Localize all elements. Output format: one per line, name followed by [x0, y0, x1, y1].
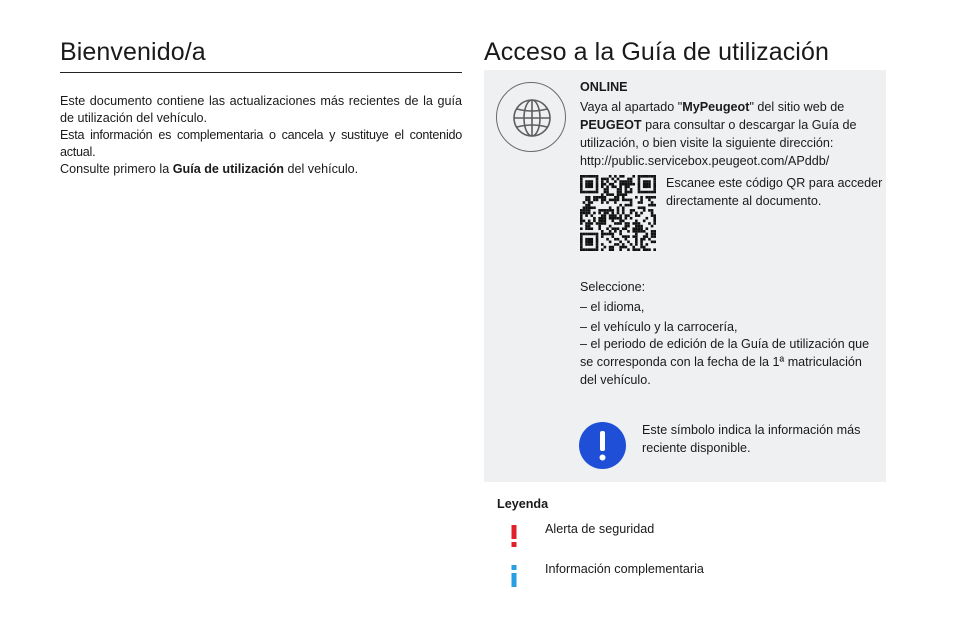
select-item-period: – el periodo de edición de la Guía de utilización que se corresponda con la fecha de la 1ª matriculación del vehículo. [580, 337, 870, 387]
welcome-paragraph-3: Consulte primero la Guía de utilización del vehículo. [60, 162, 359, 176]
qr-code[interactable] [580, 175, 656, 251]
guide-name-emphasis: Guía de utilización [172, 162, 284, 176]
welcome-paragraph-1: Este documento contiene las actualizaciones más recientes de la guía de utilización del vehículo. [60, 94, 462, 125]
qr-instructions: Escanee este código QR para acceder directamente al documento. [666, 176, 883, 208]
right-section-title: Acceso a la Guía de utilización [484, 38, 829, 66]
latest-info-text: Este símbolo indica la información más reciente disponible. [642, 423, 861, 455]
left-section-title: Bienvenido/a [60, 38, 206, 66]
select-label: Seleccione: [580, 280, 646, 294]
latest-info-icon [579, 422, 626, 469]
exclamation-icon [509, 525, 519, 547]
legend-safety-alert: Alerta de seguridad [545, 522, 655, 536]
select-item-vehicle: – el vehículo y la carrocería, [580, 320, 738, 334]
welcome-paragraph-2: Esta información es complementaria o cancela y sustituye el contenido actual. [60, 128, 462, 159]
welcome-text [60, 93, 462, 178]
online-instructions: Vaya al apartado "MyPeugeot" del sitio web de PEUGEOT para consultar o descargar la Guía de utilización, o bien visite la siguiente dirección: [580, 100, 857, 150]
legend-title: Leyenda [497, 497, 549, 511]
select-item-language: – el idioma, [580, 300, 645, 314]
info-icon [509, 565, 519, 587]
online-label: ONLINE [580, 80, 628, 94]
left-title-rule [60, 72, 462, 73]
globe-icon [496, 82, 566, 152]
guide-url[interactable]: http://public.servicebox.peugeot.com/APddb/ [580, 154, 830, 168]
legend-complementary-info: Información complementaria [545, 562, 704, 576]
